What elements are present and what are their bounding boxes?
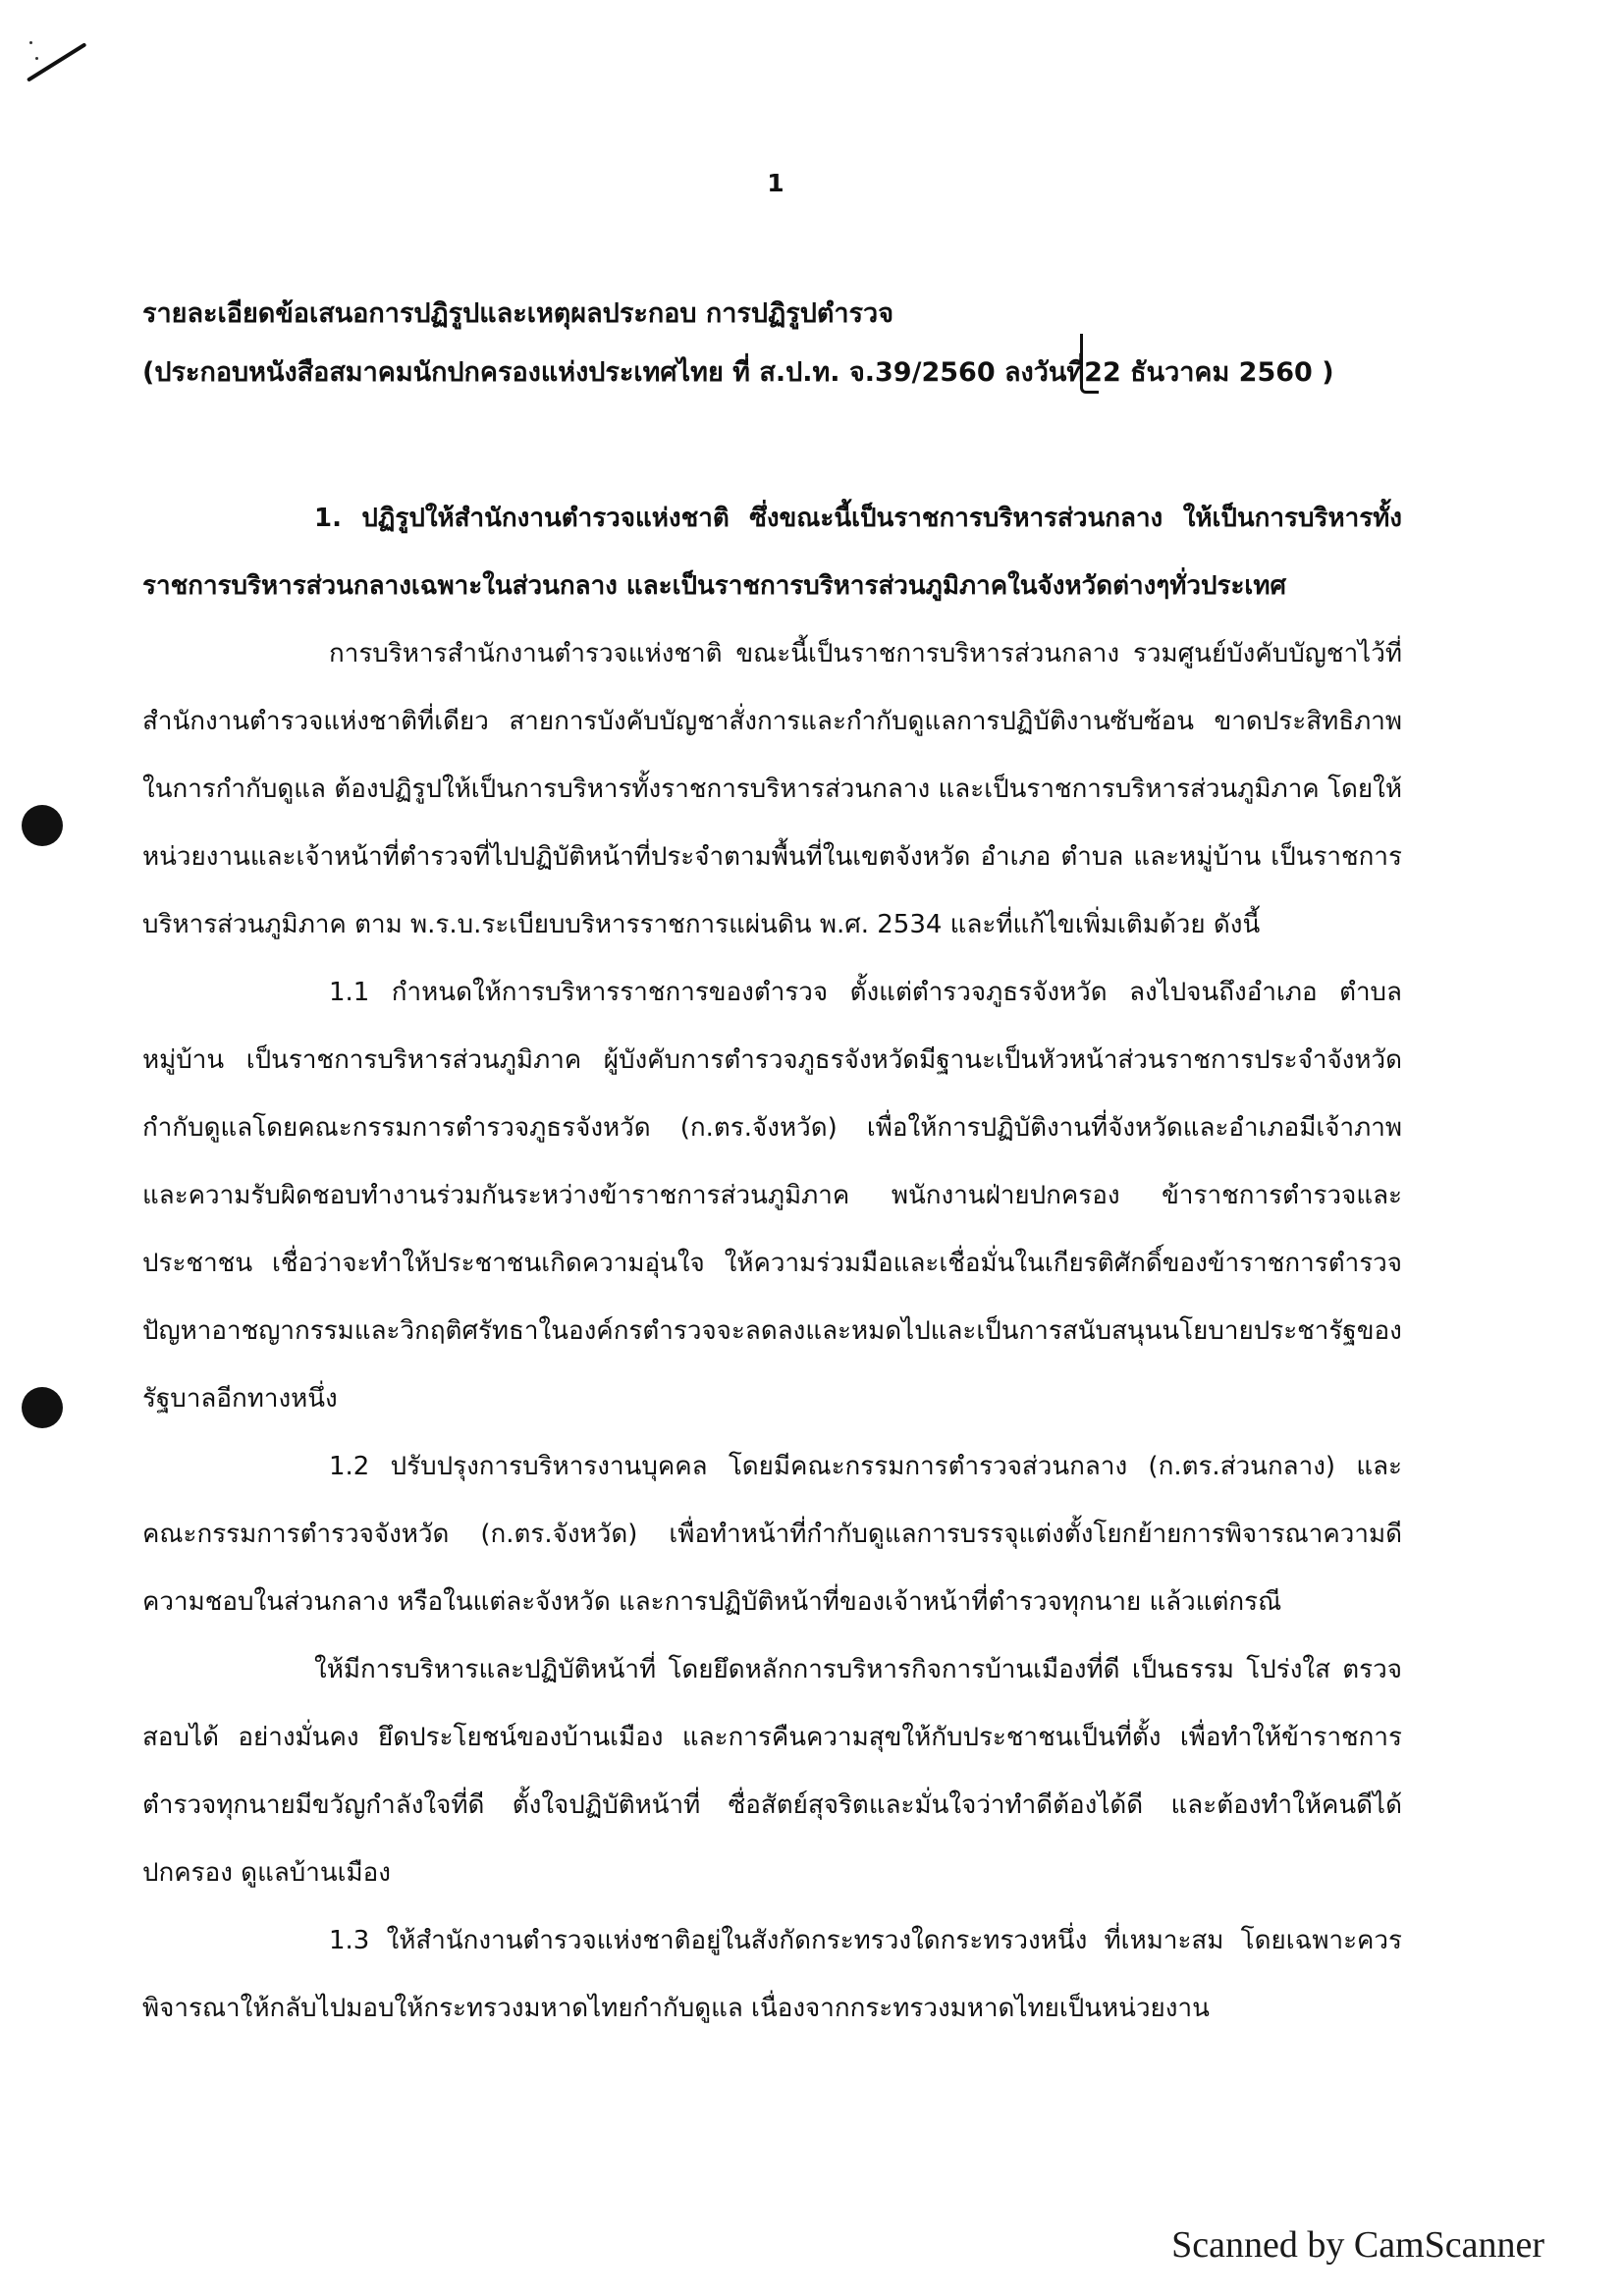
subtitle-after: ธันวาคม 2560 ) [1120,357,1334,388]
scanner-watermark: Scanned by CamScanner [1171,2224,1544,2266]
document-title: รายละเอียดข้อเสนอการปฏิรูปและเหตุผลประกอบ การปฏิรูปตำรวจ [142,298,894,329]
document-subtitle [142,353,1438,393]
document-body [142,485,1402,2043]
paragraph-3: 1.1 กำหนดให้การบริหารราชการของตำรวจ ตั้งแต่ตำรวจภูธรจังหวัด ลงไปจนถึงอำเภอ ตำบล หมู่บ้าน เป็นราชการบริหารส่วนภูมิภาค ผู้บังคับการตำรวจภูธรจังหวัดมีฐานะเป็นหัวหน้าส่วนราชการประจำจังหวัด กำกับดูแลโดยคณะกรรมการตำรวจภูธรจังหวัด (ก.ตร.จังหวัด) เพื่อให้การปฏิบัติงานที่จังหวัดและอำเภอมีเจ้าภาพ และความรับผิดชอบทำงานร่วมกันระหว่างข้าราชการส่วนภูมิภาค พนักงานฝ่ายปกครอง ข้าราชการตำรวจและประชาชน เชื่อว่าจะทำให้ประชาชนเกิดความอุ่นใจ ให้ความร่วมมือและเชื่อมั่นในเกียรติศักดิ์ของข้าราชการตำรวจ ปัญหาอาชญากรรมและวิกฤติศรัทธาในองค์กรตำรวจจะลดลงและหมดไปและเป็นการสนับสนุนนโยบายประชารัฐของรัฐบาลอีกทางหนึ่ง [142,978,1402,1414]
punch-hole [22,805,63,846]
subtitle-before: (ประกอบหนังสือสมาคมนักปกครองแห่งประเทศไทย ที่ ส.ป.ท. จ.39/2560 ลงวันที่ [142,357,1085,388]
subtitle-day-value: 22 [1084,357,1121,388]
paragraph-5: ให้มีการบริหารและปฏิบัติหน้าที่ โดยยึดหลักการบริหารกิจการบ้านเมืองที่ดี เป็นธรรม โปร่งใส ตรวจสอบได้ อย่างมั่นคง ยึดประโยชน์ของบ้านเมือง และการคืนความสุขให้กับประชาชนเป็นที่ตั้ง เพื่อทำให้ข้าราชการตำรวจทุกนายมีขวัญกำลังใจที่ดี ตั้งใจปฏิบัติหน้าที่ ซื่อสัตย์สุจริตและมั่นใจว่าทำดีต้องได้ดี และต้องทำให้คนดีได้ปกครอง ดูแลบ้านเมือง [142,1655,1402,1888]
paragraph-1: 1. ปฏิรูปให้สำนักงานตำรวจแห่งชาติ ซึ่งขณะนี้เป็นราชการบริหารส่วนกลาง ให้เป็นการบริหารทั้งราชการบริหารส่วนกลางเฉพาะในส่วนกลาง และเป็นราชการบริหารส่วนภูมิภาคในจังหวัดต่างๆทั่วประเทศ [142,504,1402,601]
scan-speck [35,57,38,60]
scan-speck [29,41,32,44]
subtitle-day [1084,353,1121,393]
paragraph-4: 1.2 ปรับปรุงการบริหารงานบุคคล โดยมีคณะกรรมการตำรวจส่วนกลาง (ก.ตร.ส่วนกลาง) และคณะกรรมการตำรวจจังหวัด (ก.ตร.จังหวัด) เพื่อทำหน้าที่กำกับดูแลการบรรจุแต่งตั้งโยกย้ายการพิจารณาความดีความชอบในส่วนกลาง หรือในแต่ละจังหวัด และการปฏิบัติหน้าที่ของเจ้าหน้าที่ตำรวจทุกนาย แล้วแต่กรณี [142,1452,1402,1617]
paragraph-6: 1.3 ให้สำนักงานตำรวจแห่งชาติอยู่ในสังกัดกระทรวงใดกระทรวงหนึ่ง ที่เหมาะสม โดยเฉพาะควรพิจารณาให้กลับไปมอบให้กระทรวงมหาดไทยกำกับดูแล เนื่องจากกระทรวงมหาดไทยเป็นหน่วยงาน [142,1926,1402,2023]
handwritten-mark [1080,334,1099,394]
paragraph-2: การบริหารสำนักงานตำรวจแห่งชาติ ขณะนี้เป็นราชการบริหารส่วนกลาง รวมศูนย์บังคับบัญชาไว้ที่สำนักงานตำรวจแห่งชาติที่เดียว สายการบังคับบัญชาสั่งการและกำกับดูแลการปฏิบัติงานซับซ้อน ขาดประสิทธิภาพ ในการกำกับดูแล ต้องปฏิรูปให้เป็นการบริหารทั้งราชการบริหารส่วนกลาง และเป็นราชการบริหารส่วนภูมิภาค โดยให้หน่วยงานและเจ้าหน้าที่ตำรวจที่ไปปฏิบัติหน้าที่ประจำตามพื้นที่ในเขตจังหวัด อำเภอ ตำบล และหมู่บ้าน เป็นราชการบริหารส่วนภูมิภาค ตาม พ.ร.บ.ระเบียบบริหารราชการแผ่นดิน พ.ศ. 2534 และที่แก้ไขเพิ่มเติมด้วย ดังนี้ [142,639,1402,939]
pen-mark [27,42,86,81]
punch-hole [22,1387,63,1428]
page-number: 1 [767,169,784,197]
